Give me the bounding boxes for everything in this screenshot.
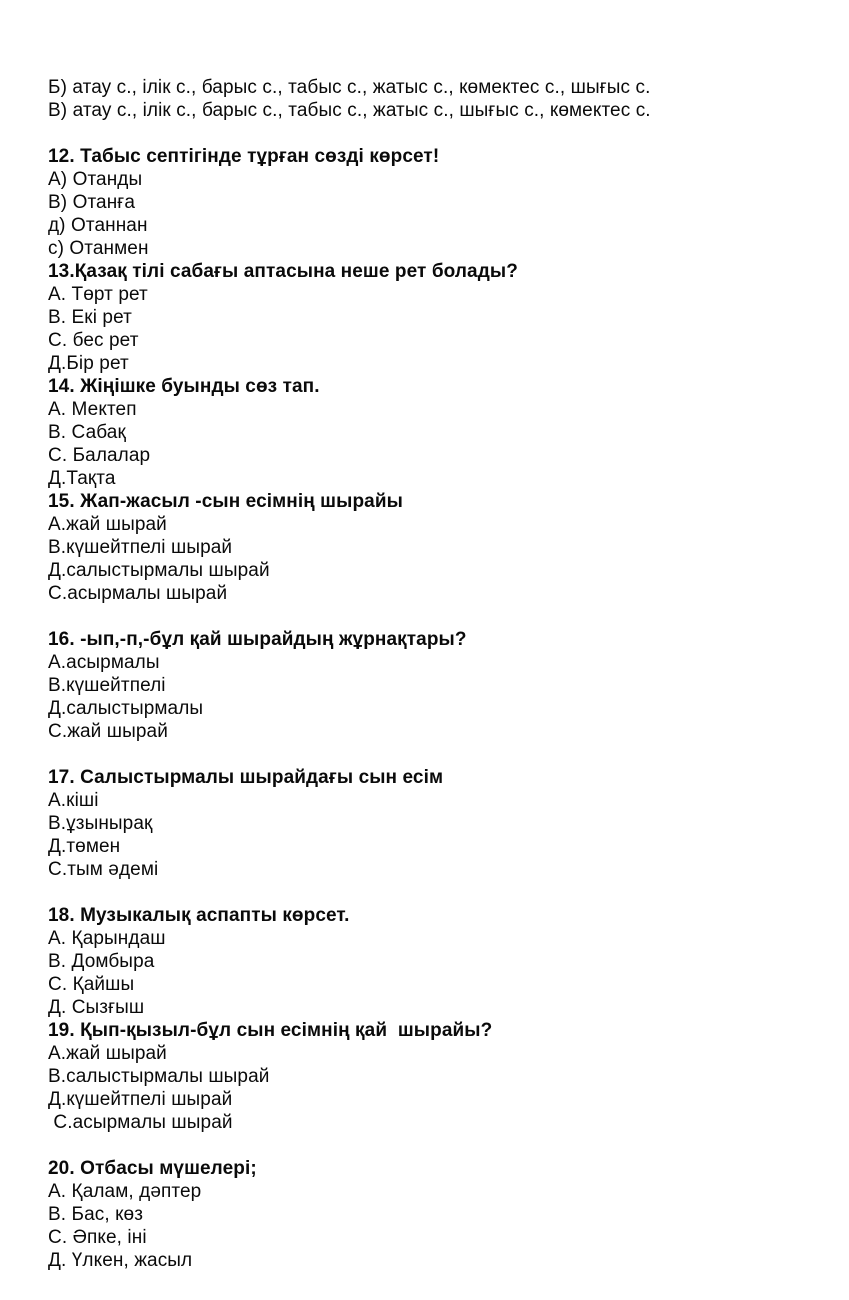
- answer-option-line: А. Мектеп: [48, 399, 137, 420]
- intro-option-line: В) атау с., ілік с., барыс с., табыс с., жатыс с., шығыс с., көмектес с.: [48, 100, 651, 121]
- blank-line-spacer: [48, 881, 819, 904]
- answer-option-line: С. Балалар: [48, 445, 151, 466]
- answer-option-line: Д.салыстырмалы шырай: [48, 560, 270, 581]
- blank-line-spacer: [48, 743, 819, 766]
- answer-option-line: с) Отанмен: [48, 238, 149, 259]
- question-title: 15. Жап-жасыл -сын есімнің шырайы: [48, 491, 403, 512]
- blank-line-spacer: [48, 1134, 819, 1157]
- blank-line-spacer: [48, 122, 819, 145]
- question-block: [48, 1157, 819, 1272]
- question-title: 14. Жіңішке буынды сөз тап.: [48, 376, 320, 397]
- question-block: [48, 490, 819, 605]
- answer-option-line: Д.төмен: [48, 836, 121, 857]
- question-title: 13.Қазақ тілі сабағы аптасына неше рет болады?: [48, 261, 518, 282]
- question-block: [48, 375, 819, 490]
- question-block: [48, 628, 819, 743]
- answer-option-line: В. Сабақ: [48, 422, 126, 443]
- question-title: 18. Музыкалық аспапты көрсет.: [48, 905, 350, 926]
- answer-option-line: А.кіші: [48, 790, 99, 811]
- answer-option-line: В.күшейтпелі: [48, 675, 166, 696]
- question-title: 16. -ып,-п,-бұл қай шырайдың жұрнақтары?: [48, 629, 467, 650]
- questions-list: [48, 122, 819, 1272]
- answer-option-line: С.жай шырай: [48, 721, 168, 742]
- question-title: 17. Салыстырмалы шырайдағы сын есім: [48, 767, 444, 788]
- intro-options-section: [48, 76, 819, 122]
- question-block: [48, 904, 819, 1019]
- answer-option-line: В.күшейтпелі шырай: [48, 537, 233, 558]
- question-block: [48, 145, 819, 260]
- blank-line-spacer: [48, 605, 819, 628]
- answer-option-line: С.тым әдемі: [48, 859, 159, 880]
- answer-option-line: С. бес рет: [48, 330, 139, 351]
- answer-option-line: А. Қарындаш: [48, 928, 166, 949]
- question-title: 12. Табыс септігінде тұрған сөзді көрсет!: [48, 146, 440, 167]
- answer-option-line: В. Екі рет: [48, 307, 132, 328]
- question-block: [48, 1019, 819, 1134]
- answer-option-line: А. Төрт рет: [48, 284, 148, 305]
- question-block: [48, 766, 819, 881]
- question-block: [48, 260, 819, 375]
- question-title: 20. Отбасы мүшелері;: [48, 1158, 257, 1179]
- answer-option-line: С. Әпке, іні: [48, 1227, 147, 1248]
- question-title: 19. Қып-қызыл-бұл сын есімнің қай шырайы?: [48, 1020, 493, 1041]
- intro-option-line: Б) атау с., ілік с., барыс с., табыс с., жатыс с., көмектес с., шығыс с.: [48, 77, 651, 98]
- answer-option-line: Д. Сызғыш: [48, 997, 145, 1018]
- answer-option-line: С.асырмалы шырай: [48, 583, 228, 604]
- answer-option-line: С.асырмалы шырай: [48, 1112, 233, 1133]
- answer-option-line: Д. Үлкен, жасыл: [48, 1250, 193, 1271]
- answer-option-line: Д.салыстырмалы: [48, 698, 204, 719]
- answer-option-line: Д.Бір рет: [48, 353, 129, 374]
- answer-option-line: С. Қайшы: [48, 974, 135, 995]
- answer-option-line: В. Бас, көз: [48, 1204, 144, 1225]
- answer-option-line: А.жай шырай: [48, 1043, 167, 1064]
- answer-option-line: А. Қалам, дәптер: [48, 1181, 202, 1202]
- answer-option-line: Д.Тақта: [48, 468, 116, 489]
- answer-option-line: Д.күшейтпелі шырай: [48, 1089, 233, 1110]
- answer-option-line: А) Отанды: [48, 169, 143, 190]
- answer-option-line: В) Отанға: [48, 192, 136, 213]
- answer-option-line: А.асырмалы: [48, 652, 160, 673]
- answer-option-line: В. Домбыра: [48, 951, 155, 972]
- answer-option-line: В.салыстырмалы шырай: [48, 1066, 270, 1087]
- answer-option-line: А.жай шырай: [48, 514, 167, 535]
- answer-option-line: В.ұзынырақ: [48, 813, 153, 834]
- answer-option-line: д) Отаннан: [48, 215, 148, 236]
